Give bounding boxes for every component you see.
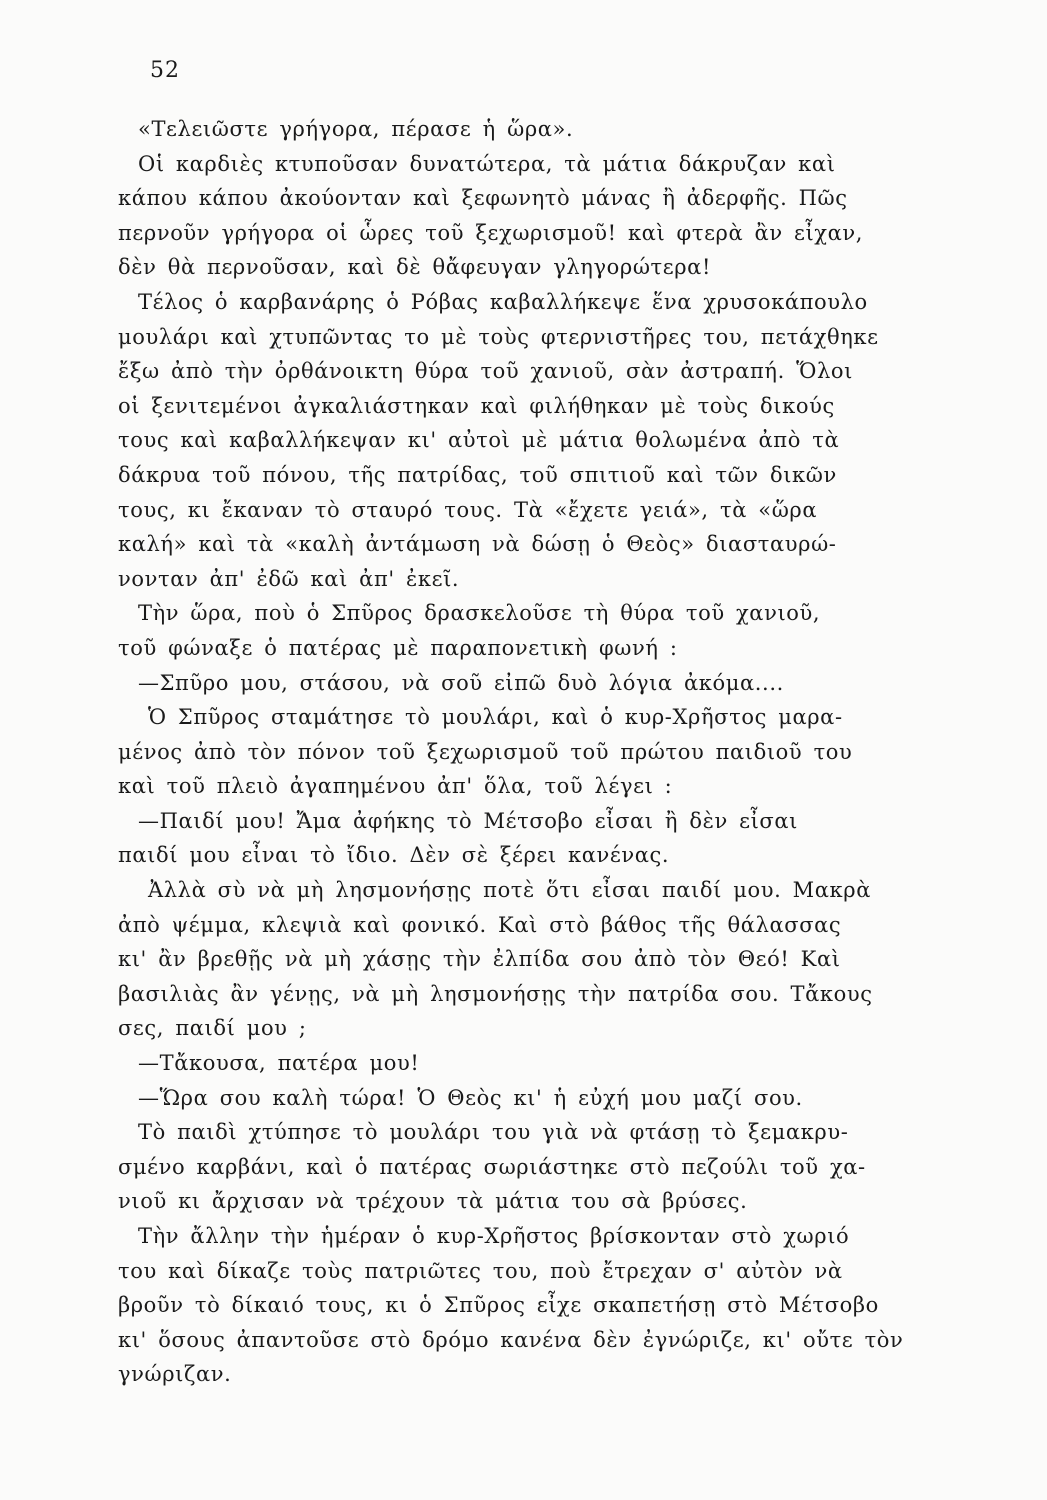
text-line: τους καὶ καβαλλήκεψαν κι' αὐτοὶ μὲ μάτια θολωμένα ἀπὸ τὰ [118,428,840,453]
text-line: Ὁ Σπῦρος σταμάτησε τὸ μουλάρι, καὶ ὁ κυρ-Χρῆστος μαρα- [148,705,843,730]
text-line: τους, κι ἔκαναν τὸ σταυρό τους. Τὰ «ἔχετε γειά», τὰ «ὥρα [118,497,818,522]
text-line: Τὸ παιδὶ χτύπησε τὸ μουλάρι του γιὰ νὰ φτάσῃ τὸ ξεμακρυ- [138,1120,849,1145]
text-line: καλή» καὶ τὰ «καλὴ ἀντάμωση νὰ δώσῃ ὁ Θεὸς» διασταυρώ- [118,532,837,557]
text-line: του καὶ δίκαζε τοὺς πατριῶτες του, ποὺ ἔτρεχαν σ' αὐτὸν νὰ [118,1258,843,1283]
text-line: —Ὥρα σου καλὴ τώρα! Ὁ Θεὸς κι' ἡ εὐχή μου μαζί σου. [138,1085,803,1110]
text-line: οἱ ξενιτεμένοι ἀγκαλιάστηκαν καὶ φιλήθηκαν μὲ τοὺς δικούς [118,393,835,418]
text-line: περνοῦν γρήγορα οἱ ὧρες τοῦ ξεχωρισμοῦ! καὶ φτερὰ ἂν εἶχαν, [118,220,864,245]
text-line: κι' ἂν βρεθῇς νὰ μὴ χάσῃς τὴν ἐλπίδα σου ἀπὸ τὸν Θεό! Καὶ [118,947,841,972]
text-line: μουλάρι καὶ χτυπῶντας το μὲ τοὺς φτερνιστῆρες του, πετάχθηκε [118,324,879,349]
text-line: —Παιδί μου! Ἄμα ἀφήκης τὸ Μέτσοβο εἶσαι ἢ δὲν εἶσαι [138,808,798,833]
text-line: Τὴν ὥρα, ποὺ ὁ Σπῦρος δρασκελοῦσε τὴ θύρα τοῦ χανιοῦ, [138,601,821,626]
text-line: κάπου κάπου ἀκούονταν καὶ ξεφωνητὸ μάνας ἢ ἀδερφῆς. Πῶς [118,186,848,211]
text-line: «Τελειῶστε γρήγορα, πέρασε ἡ ὥρα». [138,117,574,141]
text-line: σες, παιδί μου ; [118,1016,307,1041]
text-line: δάκρυα τοῦ πόνου, τῆς πατρίδας, τοῦ σπιτιοῦ καὶ τῶν δικῶν [118,462,837,487]
text-line: νιοῦ κι ἄρχισαν νὰ τρέχουν τὰ μάτια του σὰ βρύσες. [118,1189,748,1214]
text-line: καὶ τοῦ πλειὸ ἀγαπημένου ἀπ' ὅλα, τοῦ λέγει : [118,774,673,799]
text-line: τοῦ φώναξε ὁ πατέρας μὲ παραπονετικὴ φωνή : [118,635,678,660]
text-line: Ἀλλὰ σὺ νὰ μὴ λησμονήσῃς ποτὲ ὅτι εἶσαι παιδί μου. Μακρὰ [148,878,871,903]
text-line: δὲν θὰ περνοῦσαν, καὶ δὲ θἄφευγαν γληγορώτερα! [118,255,712,280]
text-line: Τὴν ἄλλην τὴν ἡμέραν ὁ κυρ-Χρῆστος βρίσκονταν στὸ χωριό [138,1224,850,1248]
text-line: —Σπῦρο μου, στάσου, νὰ σοῦ εἰπῶ δυὸ λόγια ἀκόμα.... [138,670,784,695]
text-line: γνώριζαν. [118,1362,232,1387]
text-line: νονταν ἀπ' ἐδῶ καὶ ἀπ' ἐκεῖ. [118,566,460,591]
text-line: μένος ἀπὸ τὸν πόνον τοῦ ξεχωρισμοῦ τοῦ πρώτου παιδιοῦ του [118,739,853,764]
text-line: Τέλος ὁ καρβανάρης ὁ Ρόβας καβαλλήκεψε ἕνα χρυσοκάπουλο [138,289,868,314]
text-line: σμένο καρβάνι, καὶ ὁ πατέρας σωριάστηκε στὸ πεζούλι τοῦ χα- [118,1154,866,1179]
text-line: κι' ὅσους ἀπαντοῦσε στὸ δρόμο κανένα δὲν ἐγνώριζε, κι' οὔτε τὸν [118,1327,904,1352]
text-line: βροῦν τὸ δίκαιό τους, κι ὁ Σπῦρος εἶχε σκαπετήσῃ στὸ Μέτσοβο [118,1293,879,1318]
text-line: βασιλιὰς ἂν γένῃς, νὰ μὴ λησμονήσῃς τὴν πατρίδα σου. Τἄκους [118,981,873,1006]
body-text [118,112,998,1392]
text-line: ἀπὸ ψέμμα, κλεψιὰ καὶ φονικό. Καὶ στὸ βάθος τῆς θάλασσας [118,912,842,937]
page-number: 52 [150,58,180,83]
text-line: παιδί μου εἶναι τὸ ἴδιο. Δὲν σὲ ξέρει κανένας. [118,843,670,868]
text-line: ἔξω ἀπὸ τὴν ὀρθάνοικτη θύρα τοῦ χανιοῦ, σὰν ἀστραπή. Ὅλοι [118,359,853,384]
text-line: Οἱ καρδιὲς κτυποῦσαν δυνατώτερα, τὰ μάτια δάκρυζαν καὶ [138,151,836,176]
text-line: —Τἄκουσα, πατέρα μου! [138,1051,420,1076]
